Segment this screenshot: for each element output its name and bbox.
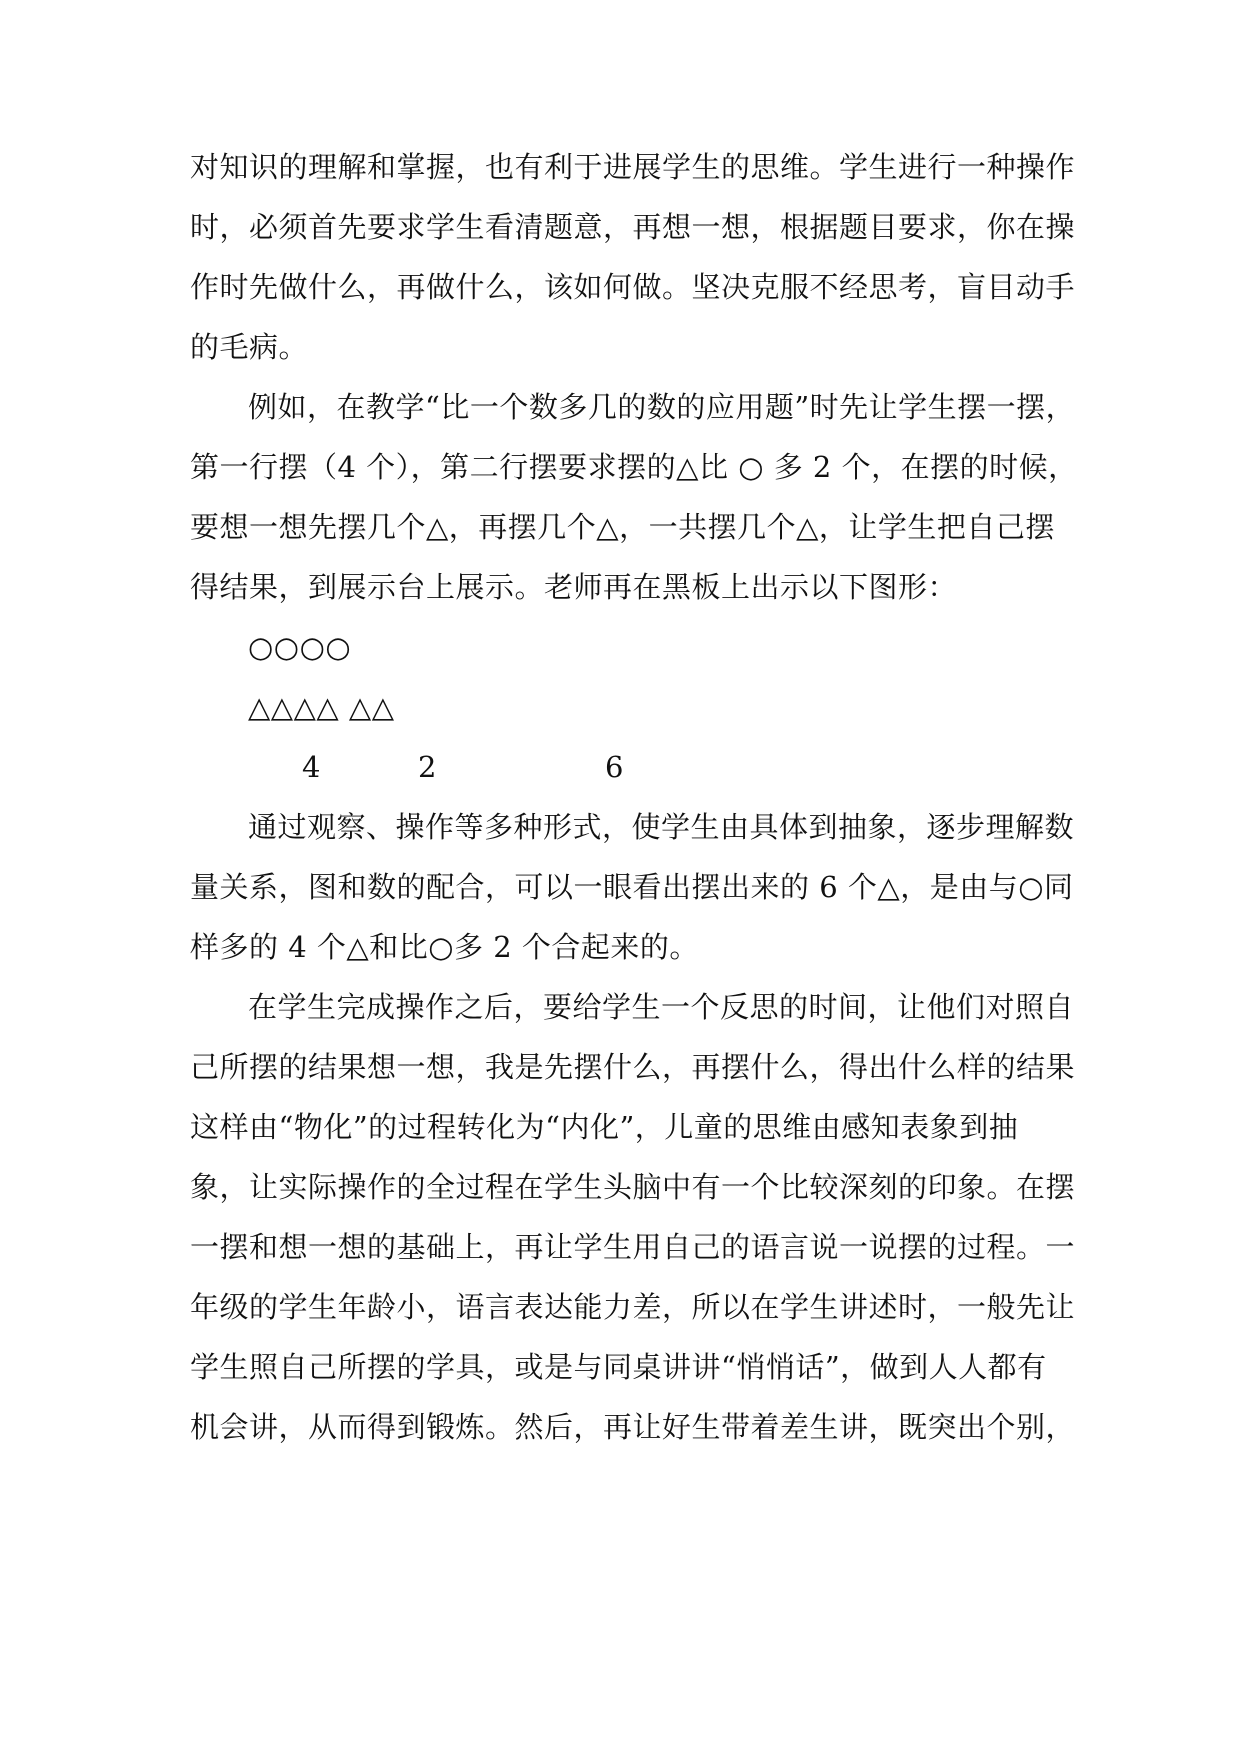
text-line: 在学生完成操作之后，要给学生一个反思的时间，让他们对照自 bbox=[248, 990, 1075, 1024]
text-line: 得结果，到展示台上展示。老师再在黑板上出示以下图形： bbox=[190, 570, 958, 604]
number-2: 2 bbox=[418, 750, 437, 784]
number-4: 4 bbox=[302, 750, 321, 784]
text-line: 学生照自己所摆的学具，或是与同桌讲讲“悄悄话”，做到人人都有 bbox=[190, 1350, 1047, 1384]
text-line: 作时先做什么，再做什么，该如何做。坚决克服不经思考，盲目动手 bbox=[190, 270, 1076, 304]
text-line: 这样由“物化”的过程转化为“内化”，儿童的思维由感知表象到抽 bbox=[190, 1110, 1019, 1144]
text-line: 第一行摆（4 个），第二行摆要求摆的△比 ○ 多 2 个，在摆的时候， bbox=[190, 450, 1078, 484]
text-line: 时，必须首先要求学生看清题意，再想一想，根据题目要求，你在操 bbox=[190, 210, 1076, 244]
number-6: 6 bbox=[605, 750, 624, 784]
text-line: 象，让实际操作的全过程在学生头脑中有一个比较深刻的印象。在摆 bbox=[190, 1170, 1076, 1204]
text-line: 的毛病。 bbox=[190, 330, 309, 364]
triangle-row: △△△△ △△ bbox=[248, 690, 395, 724]
text-line: 己所摆的结果想一想，我是先摆什么，再摆什么，得出什么样的结果 bbox=[190, 1050, 1076, 1084]
text-line: 一摆和想一想的基础上，再让学生用自己的语言说一说摆的过程。一 bbox=[190, 1230, 1076, 1264]
text-line: 样多的 4 个△和比○多 2 个合起来的。 bbox=[190, 930, 699, 964]
text-line: 要想一想先摆几个△，再摆几个△，一共摆几个△，让学生把自己摆 bbox=[190, 510, 1055, 544]
text-line: 量关系，图和数的配合，可以一眼看出摆出来的 6 个△，是由与○同 bbox=[190, 870, 1074, 904]
circle-row: ○○○○ bbox=[248, 630, 352, 664]
text-line: 对知识的理解和掌握，也有利于进展学生的思维。学生进行一种操作 bbox=[190, 150, 1076, 184]
text-line: 机会讲，从而得到锻炼。然后，再让好生带着差生讲，既突出个别， bbox=[190, 1410, 1076, 1444]
text-line: 年级的学生年龄小，语言表达能力差，所以在学生讲述时，一般先让 bbox=[190, 1290, 1076, 1324]
text-line: 例如，在教学“比一个数多几的数的应用题”时先让学生摆一摆， bbox=[248, 390, 1076, 424]
text-line: 通过观察、操作等多种形式，使学生由具体到抽象，逐步理解数 bbox=[248, 810, 1075, 844]
